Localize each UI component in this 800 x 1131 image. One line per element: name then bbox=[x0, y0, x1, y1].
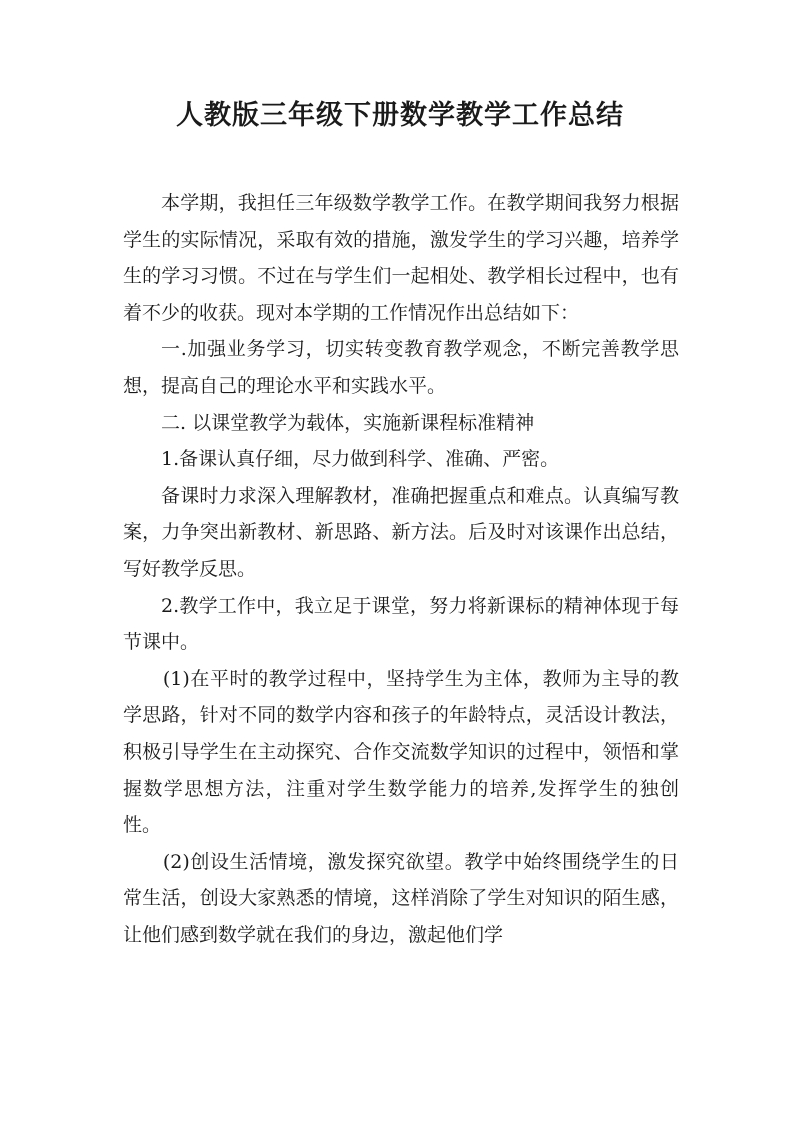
document-title: 人教版三年级下册数学教学工作总结 bbox=[176, 100, 624, 131]
paragraph-section-2: 二. 以课堂教学为载体，实施新课程标准精神 bbox=[161, 411, 535, 434]
paragraph-item-2: 2.教学工作中，我立足于课堂，努力将新课标的精神体现于每节课中。 bbox=[123, 594, 679, 654]
paragraph-item-1-detail: 备课时力求深入理解教材，准确把握重点和难点。认真编写教案，力争突出新教材、新思路、新方法。后及时对该课作出总结，写好教学反思。 bbox=[123, 484, 679, 580]
paragraph-subitem-1: (1)在平时的教学过程中，坚持学生为主体，教师为主导的教学思路，针对不同的数学内容和孩子的年龄特点，灵活设计教法，积极引导学生在主动探究、合作交流数学知识的过程中，领悟和掌握数学思想方法，注重对学生数学能力的培养,发挥学生的独创性。 bbox=[123, 667, 679, 837]
paragraph-intro: 本学期，我担任三年级数学教学工作。在教学期间我努力根据学生的实际情况，采取有效的措施，激发学生的学习兴趣，培养学生的学习习惯。不过在与学生们一起相处、教学相长过程中，也有着不少的收获。现对本学期的工作情况作出总结如下： bbox=[123, 192, 679, 324]
document-body bbox=[123, 185, 679, 953]
paragraph-section-1: 一.加强业务学习，切实转变教育教学观念，不断完善教学思想，提高自己的理论水平和实践水平。 bbox=[123, 338, 679, 397]
paragraph-item-1: 1.备课认真仔细，尽力做到科学、准确、严密。 bbox=[161, 448, 560, 471]
paragraph-subitem-2: (2)创设生活情境，激发探究欲望。教学中始终围绕学生的日常生活，创设大家熟悉的情境，这样消除了学生对知识的陌生感，让他们感到数学就在我们的身边，激起他们学 bbox=[123, 850, 679, 946]
